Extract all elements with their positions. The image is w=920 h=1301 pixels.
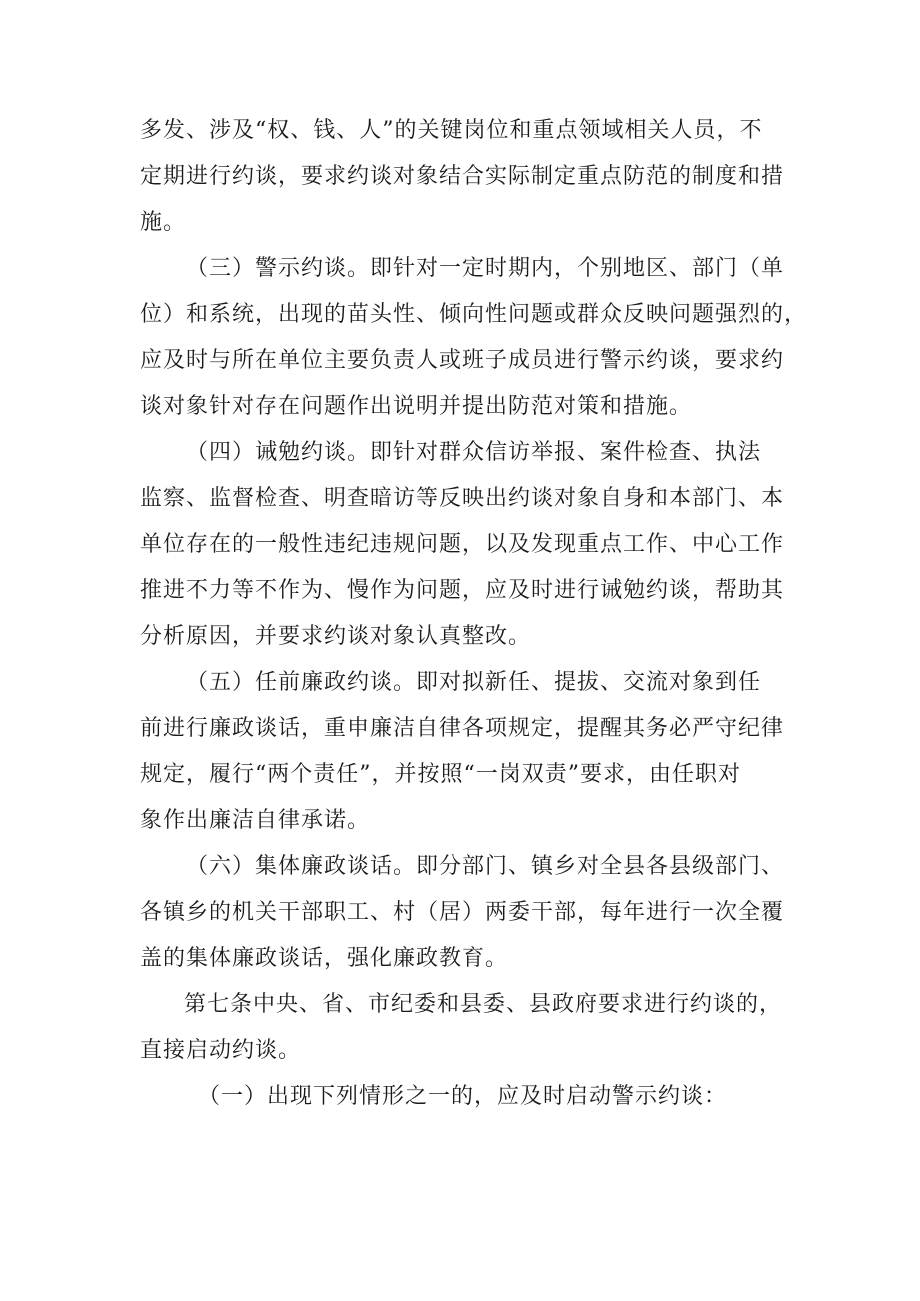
text-line: 象作出廉洁自律承诺。 [140,808,371,833]
text-line: 直接启动约谈。 [140,1038,302,1063]
text-line: 前进行廉政谈话，重申廉洁自律各项规定，提醒其务必严守纪律 [140,716,785,741]
text-line: 单位存在的一般性违纪违规问题，以及发现重点工作、中心工作 [140,532,785,557]
text-line: 多发、涉及“权、钱、人”的关键岗位和重点领域相关人员，不 [140,118,763,143]
text-line: 位）和系统，出现的苗头性、倾向性问题或群众反映问题强烈的， [140,302,808,327]
article-seven-line: 第七条中央、省、市纪委和县委、县政府要求进行约谈的， [184,992,783,1017]
paragraph-heading-4-line: （四）诫勉约谈。即针对群众信访举报、案件检查、执法 [186,440,762,465]
text-line: 应及时与所在单位主要负责人或班子成员进行警示约谈，要求约 [140,348,785,373]
text-line: 谈对象针对存在问题作出说明并提出防范对策和措施。 [140,394,693,419]
document-body [140,108,808,1120]
paragraph-heading-3-line: （三）警示约谈。即针对一定时期内，个别地区、部门（单 [186,256,785,281]
paragraph-heading-5-line: （五）任前廉政约谈。即对拟新任、提拔、交流对象到任 [186,670,762,695]
text-line: 盖的集体廉政谈话，强化廉政教育。 [140,946,509,971]
text-line: 监察、监督检查、明查暗访等反映出约谈对象自身和本部门、本 [140,486,785,511]
text-line: 施。 [140,210,187,235]
text-line: 推进不力等不作为、慢作为问题，应及时进行诫勉约谈，帮助其 [140,578,785,603]
text-line: 定期进行约谈，要求约谈对象结合实际制定重点防范的制度和措 [140,164,785,189]
text-line: 规定，履行“两个责任”，并按照“一岗双责”要求，由任职对 [140,762,741,787]
subsection-heading-1-line: （一）出现下列情形之一的，应及时启动警示约谈： [198,1084,728,1109]
text-line: 分析原因，并要求约谈对象认真整改。 [140,624,532,649]
text-line: 各镇乡的机关干部职工、村（居）两委干部，每年进行一次全覆 [140,900,785,925]
paragraph-heading-6-line: （六）集体廉政谈话。即分部门、镇乡对全县各县级部门、 [186,854,785,879]
